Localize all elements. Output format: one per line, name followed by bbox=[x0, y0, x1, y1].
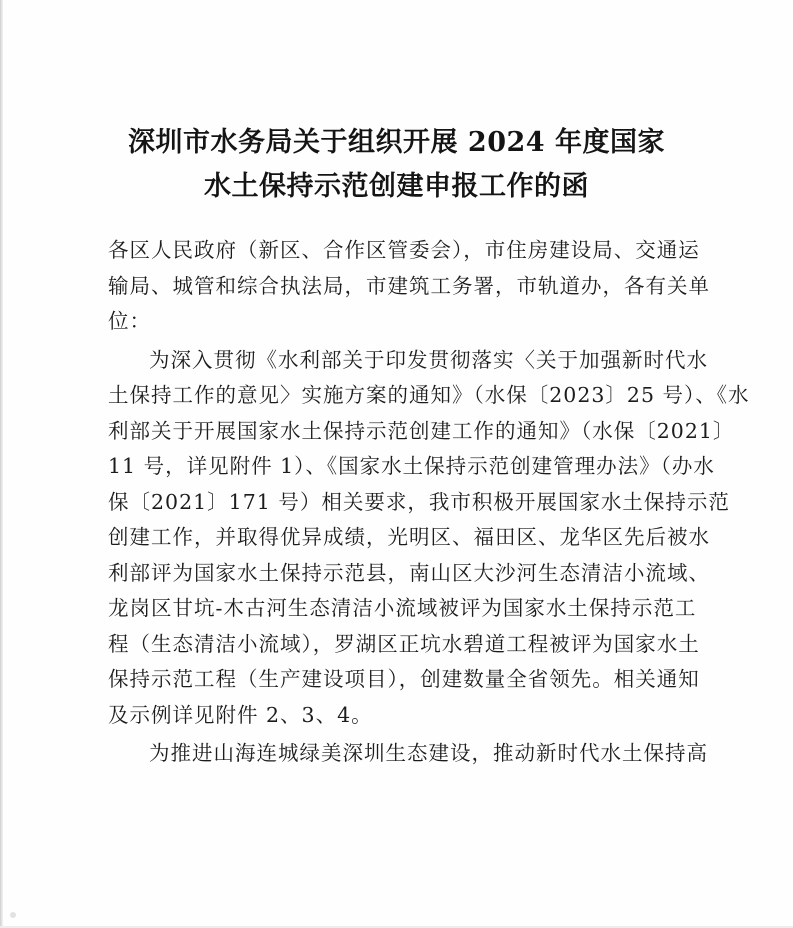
paragraph-1-line-4: 11 号，详见附件 1）、《国家水土保持示范创建管理办法》（办水 bbox=[108, 454, 715, 478]
document-title bbox=[0, 121, 793, 209]
addressee bbox=[108, 233, 710, 340]
title-line-2: 水土保持示范创建申报工作的函 bbox=[204, 171, 589, 202]
document-body bbox=[108, 233, 750, 772]
paragraph-2-line-1: 为推进山海连城绿美深圳生态建设，推动新时代水土保持高 bbox=[149, 741, 708, 765]
paragraph-1-line-8: 龙岗区甘坑-木古河生态清洁小流域被评为国家水土保持示范工 bbox=[108, 596, 697, 620]
paragraph-1-line-7: 利部评为国家水土保持示范县，南山区大沙河生态清洁小流域、 bbox=[108, 560, 710, 585]
paragraph-1-line-11: 及示例详见附件 2、3、4。 bbox=[108, 702, 373, 727]
paragraph-1-line-3: 利部关于开展国家水土保持示范创建工作的通知》（水保〔2021〕 bbox=[108, 418, 735, 443]
paragraph-1-line-6: 创建工作，并取得优异成绩，光明区、福田区、龙华区先后被水 bbox=[108, 525, 710, 549]
paragraph-1-line-9: 程（生态清洁小流域），罗湖区正坑水碧道工程被评为国家水土 bbox=[108, 631, 700, 656]
paragraph-1-line-1: 为深入贯彻《水利部关于印发贯彻落实〈关于加强新时代水 bbox=[149, 347, 708, 372]
paragraph-1-line-5: 保〔2021〕171 号）相关要求，我市积极开展国家水土保持示范 bbox=[108, 489, 730, 514]
paragraph-1-line-2: 土保持工作的意见〉实施方案的通知》（水保〔2023〕25 号）、《水 bbox=[108, 383, 750, 407]
paragraph-1-line-10: 保持示范工程（生产建设项目），创建数量全省领先。相关通知 bbox=[108, 667, 700, 691]
scan-speck bbox=[10, 912, 16, 918]
addressee-line-2: 输局、城管和综合执法局，市建筑工务署，市轨道办，各有关单 bbox=[108, 273, 710, 298]
addressee-line-3: 位： bbox=[108, 309, 151, 333]
paragraph-2 bbox=[108, 736, 708, 772]
addressee-line-1: 各区人民政府（新区、合作区管委会），市住房建设局、交通运 bbox=[108, 238, 700, 262]
title-line-1: 深圳市水务局关于组织开展 2024 年度国家 bbox=[128, 127, 665, 158]
paragraph-1 bbox=[108, 343, 750, 734]
